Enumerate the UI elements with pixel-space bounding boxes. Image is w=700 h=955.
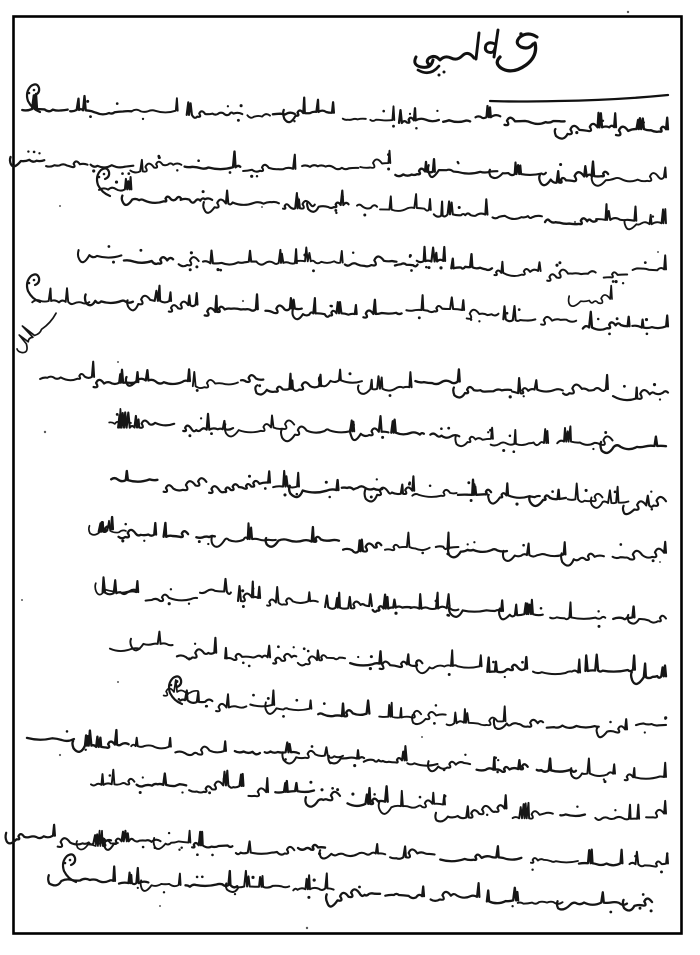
interlinear-word-1 — [569, 286, 612, 307]
text-line-12 — [169, 676, 667, 737]
text-line-16 — [48, 854, 652, 913]
text-line-13 — [27, 730, 666, 783]
text-line-15 — [6, 825, 669, 874]
text-line-2 — [10, 150, 666, 185]
text-line-9 — [99, 517, 666, 566]
text-line-1 — [22, 84, 668, 138]
text-line-6 — [40, 362, 668, 401]
text-line-8 — [111, 471, 666, 514]
name-overline-rule — [490, 95, 668, 102]
interlinear-word-3 — [89, 521, 127, 535]
text-line-5 — [27, 274, 668, 335]
text-line-3 — [97, 168, 666, 229]
page-border — [14, 17, 682, 934]
section-title-calligraphy — [415, 30, 537, 77]
text-line-4 — [78, 245, 666, 284]
text-line-10 — [103, 577, 666, 628]
text-body — [6, 84, 669, 913]
marginal-note — [8, 302, 58, 355]
text-line-7 — [118, 412, 666, 453]
text-line-11 — [110, 632, 666, 684]
scan-noise — [21, 11, 661, 929]
interlinear-words — [76, 286, 612, 850]
